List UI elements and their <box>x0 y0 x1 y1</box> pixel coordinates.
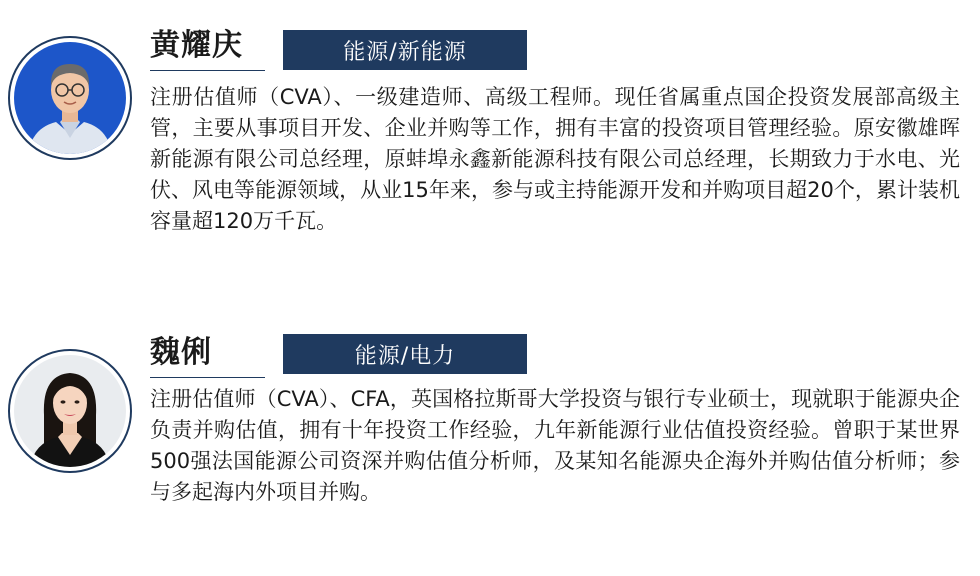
woman-portrait-icon <box>14 355 126 467</box>
man-portrait-icon <box>14 42 126 154</box>
avatar-ring <box>8 36 132 160</box>
person-name: 魏俐 <box>150 335 212 370</box>
field-tag: 能源/电力 <box>283 334 527 374</box>
person-name: 黄耀庆 <box>150 28 243 63</box>
avatar <box>14 42 126 154</box>
bio-text: 注册估值师（CVA）、CFA，英国格拉斯哥大学投资与银行专业硕士，现就职于能源央企负责并购估值，拥有十年投资工作经验，九年新能源行业估值投资经验。曾职于某世界500强法国能源公司资深并购估值分析师，及某知名能源央企海外并购估值分析师；参与多起海内外项目并购。 <box>150 387 960 504</box>
avatar-ring <box>8 349 132 473</box>
avatar <box>14 355 126 467</box>
name-underline <box>150 70 265 71</box>
name-underline <box>150 377 265 378</box>
field-tag: 能源/新能源 <box>283 30 527 70</box>
bio-text: 注册估值师（CVA）、一级建造师、高级工程师。现任省属重点国企投资发展部高级主管，主要从事项目开发、企业并购等工作，拥有丰富的投资项目管理经验。原安徽雄晖新能源有限公司总经理，原蚌埠永鑫新能源科技有限公司总经理，长期致力于水电、光伏、风电等能源领域，从业15年来，参与或主持能源开发和并购项目超20个，累计装机容量超120万千瓦。 <box>150 85 960 233</box>
